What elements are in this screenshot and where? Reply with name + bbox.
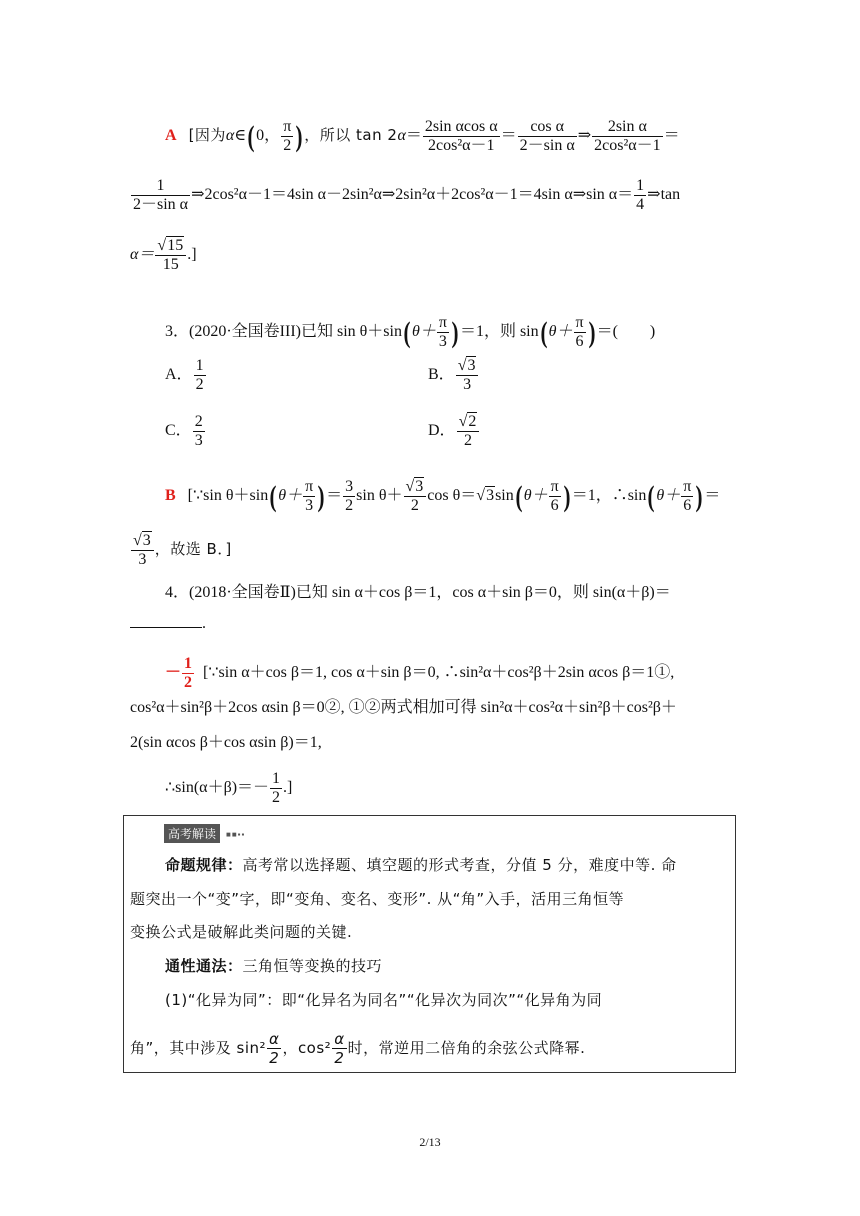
rule-line3: 变换公式是破解此类问题的关键. bbox=[130, 923, 353, 941]
q2-answer-line3: α＝ $\frac{√15}{15}$ .] bbox=[130, 237, 197, 273]
fraction: $\frac{\pi}{6}$ bbox=[575, 314, 584, 350]
method-item1-line2: 角”，其中涉及 sin² $\frac{\alpha}{2}$ ，cos² $\frac{\alpha}{2}$ 时，常逆用二倍角的余弦公式降幂. bbox=[130, 1030, 586, 1067]
q4-answer-line4: ∴sin(α＋β)＝－ $\frac{1}{2}$ .] bbox=[165, 770, 293, 806]
fraction: $\frac{\text{2sin α}}{\text{2cos²α－1}}$ bbox=[594, 118, 661, 154]
fraction: $\frac{1}{\text{2－sin α}}$ bbox=[133, 177, 189, 213]
rule-line2: 题突出一个“变”字，即“变角、变名、变形”. 从“角”入手，活用三角恒等 bbox=[130, 890, 625, 908]
fraction: $\frac{√15}{15}$ bbox=[155, 237, 186, 274]
q4-answer-line2: cos²α＋sin²β＋2cos αsin β＝0②, ①②两式相加可得 sin²α＋cos²α＋sin²β＋cos²β＋ bbox=[130, 699, 677, 716]
rule-line1: 命题规律：高考常以选择题、填空题的形式考查，分值 5 分，难度中等. 命 bbox=[165, 856, 677, 874]
fraction: $\frac{\text{cos α}}{\text{2－sin α}}$ bbox=[519, 118, 575, 154]
option-d[interactable]: D． $\frac{√2}{2}$ bbox=[428, 413, 480, 450]
option-b[interactable]: B． $\frac{√3}{3}$ bbox=[428, 357, 479, 394]
method-line: 通性通法：三角恒等变换的技巧 bbox=[165, 957, 383, 975]
option-a[interactable]: A． $\frac{1}{2}$ bbox=[165, 357, 204, 393]
q2-answer-line2: $\frac{1}{\text{2－sin α}}$ ⇒2cos²α－1＝4sin α－2sin²α⇒2sin²α＋2cos²α－1＝4sin α⇒sin α＝ $\frac{1}{4}$ ⇒tan bbox=[133, 177, 681, 213]
q4-blank[interactable]: . bbox=[130, 613, 206, 634]
q4-answer-line1: － $\frac{1}{2}$ [∵sin α＋cos β＝1, cos α＋sin β＝0, ∴sin²α＋cos²β＋2sin αcos β＝1①, bbox=[165, 655, 675, 691]
pi-over-two: $\frac{\pi}{2}$ bbox=[283, 118, 292, 154]
q3-answer-line1: B [∵sin θ＋sin(θ＋ $\frac{\pi}{3}$ )＝ $\frac{3}{2}$ sin θ＋ $\frac{√3}{2}$ cos θ＝√3sin(θ＋ $\frac{\pi}{6}$ )＝1，∴sin(θ＋ $\frac{\pi}{6}$ )＝ bbox=[165, 478, 721, 514]
exam-tag: 高考解读 bbox=[164, 824, 220, 843]
q3-answer-line2: $\frac{√3}{3}$ ，故选 B．] bbox=[133, 532, 232, 568]
fraction: $\frac{\pi}{3}$ bbox=[438, 314, 447, 350]
answer-label: B bbox=[165, 487, 176, 505]
q4-answer-line3: 2(sin αcos β＋cos αsin β)＝1, bbox=[130, 734, 322, 751]
answer-label: A bbox=[165, 127, 177, 145]
page-number: 2/13 bbox=[419, 1135, 441, 1149]
fraction: $\frac{\text{2sin αcos α}}{\text{2cos²α－1}}$ bbox=[424, 118, 498, 154]
option-c[interactable]: C． $\frac{2}{3}$ bbox=[165, 413, 203, 449]
tag-decoration-icon: ■■▪▪ bbox=[226, 830, 246, 839]
method-item1-line1: (1)“化异为同”：即“化异名为同名”“化异次为同次”“化异角为同 bbox=[165, 991, 603, 1009]
q2-answer-line1: A [因为α∈(0， $\frac{\pi}{2}$ ) ，所以 tan 2α＝ $\frac{\text{2sin αcos α}}{\text{2cos²α－1}}$ ＝ $\frac{\text{cos α}}{\text{2－sin α}}$ ⇒ $\frac{\text{2sin α}}{\text{2cos²α－1}}$ ＝ bbox=[165, 118, 680, 154]
q3-stem: 3．(2020·全国卷III)已知 sin θ＋sin(θ＋ $\frac{\pi}{3}$ )＝1，则 sin(θ＋ $\frac{\pi}{6}$ )＝( ) bbox=[165, 314, 656, 350]
fraction: $\frac{1}{4}$ bbox=[636, 177, 645, 213]
q4-stem: 4．(2018·全国卷Ⅱ)已知 sin α＋cos β＝1，cos α＋sin β＝0，则 sin(α＋β)＝ bbox=[165, 584, 671, 601]
